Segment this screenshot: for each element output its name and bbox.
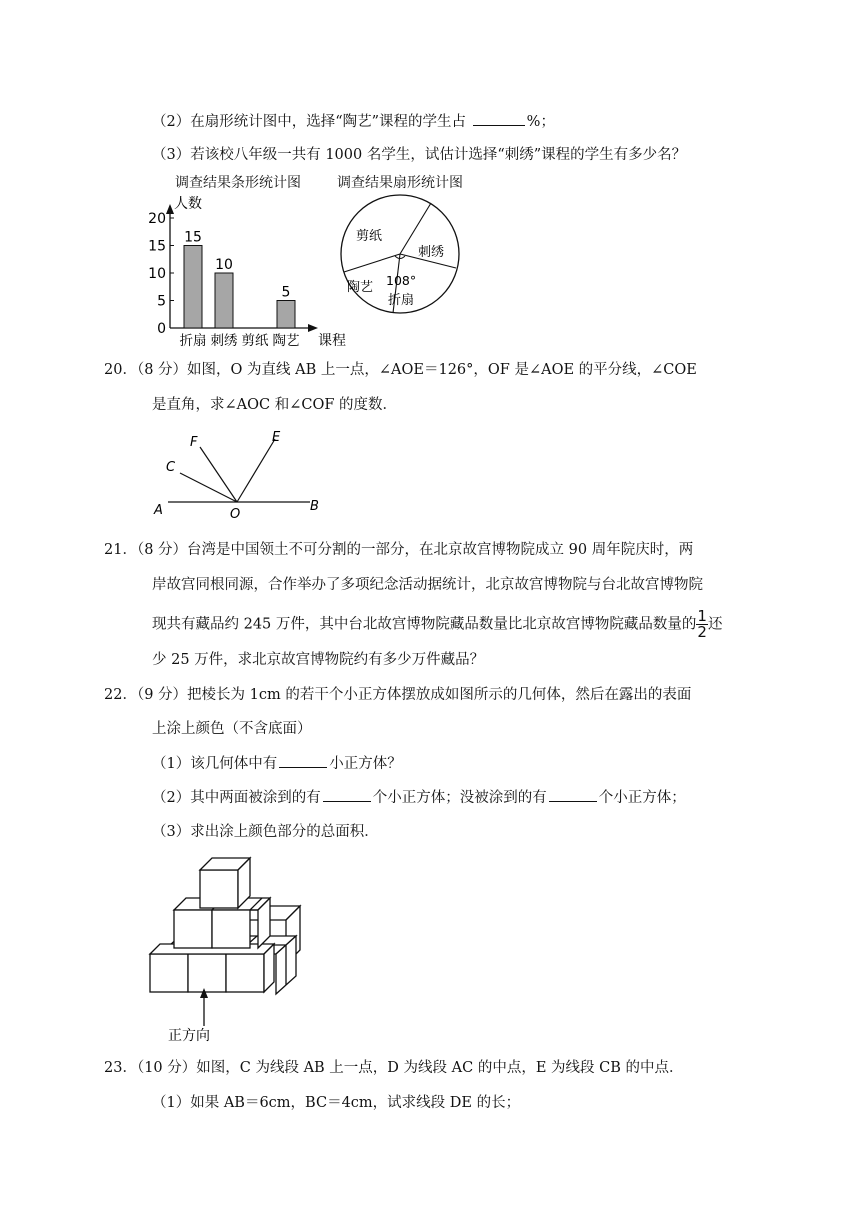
y-tick-label: 5 [157, 293, 166, 310]
q19-part2-tail: %； [526, 114, 555, 130]
y-tick-label: 10 [148, 266, 166, 282]
q21-line2: 岸故宫同根同源，合作举办了多项纪念活动据统计，北京故宫博物院与台北故宫博物院 [152, 577, 703, 593]
q19-part2 [152, 112, 555, 132]
bar [184, 246, 202, 329]
point-label-a: A [154, 503, 163, 518]
pie-label: 折扇 [388, 293, 415, 308]
q22-part3: （3）求出涂上颜色部分的总面积． [152, 824, 379, 840]
angle-figure [150, 425, 330, 521]
fraction-one-half [696, 609, 708, 640]
pie-label: 剪纸 [356, 229, 383, 244]
ray-of [200, 447, 237, 502]
q23-line1: 23．（10 分）如图，C 为线段 AB 上一点，D 为线段 AC 的中点，E 为线段 CB 的中点． [104, 1060, 684, 1076]
bar-chart-title: 调查结果条形统计图 [175, 175, 301, 191]
cube-stack [150, 858, 300, 994]
q22-part1-tail: 小正方体？ [329, 756, 402, 772]
answer-blank [473, 113, 525, 126]
q20-line1: 20．（8 分）如图，O 为直线 AB 上一点，∠AOE＝126°，OF 是∠AOE 的平分线，∠COE [104, 362, 697, 378]
answer-blank [279, 755, 327, 768]
bar-data-label: 5 [281, 284, 291, 301]
bar [215, 273, 233, 328]
fraction-denominator: 2 [697, 623, 707, 641]
bar-chart [140, 188, 346, 350]
x-axis-arrow-icon [308, 324, 318, 332]
point-label-o: O [230, 507, 241, 522]
q22-part2-tail: 个小正方体； [598, 790, 686, 806]
fraction-numerator: 1 [697, 607, 707, 625]
answer-blank [323, 789, 371, 802]
y-tick-label: 15 [148, 238, 166, 255]
q22-line1: 22．（9 分）把棱长为 1cm 的若干个小正方体摆放成如图所示的几何体，然后在露出的表面 [104, 687, 692, 703]
y-tick-label: 0 [157, 321, 166, 337]
pie-chart-title: 调查结果扇形统计图 [337, 175, 463, 191]
bar-data-label: 10 [215, 257, 233, 273]
x-axis-label: 课程 [318, 333, 346, 349]
q21-line1: 21．（8 分）台湾是中国领土不可分割的一部分，在北京故宫博物院成立 90 周年院庆时，两 [104, 542, 694, 558]
x-tick-label: 陶艺 [272, 333, 300, 349]
q21-line3 [152, 609, 722, 640]
pie-chart [338, 194, 468, 314]
x-tick-label: 折扇 [179, 333, 207, 349]
q21-line3-text: 现共有藏品约 245 万件，其中台北故宫博物院藏品数量比北京故宫博物院藏品数量的 [152, 616, 697, 633]
y-tick-label: 20 [148, 211, 166, 227]
q20-line2: 是直角，求∠AOC 和∠COF 的度数． [152, 397, 398, 413]
pie-label: 刺绣 [418, 245, 445, 260]
x-tick-label: 刺绣 [210, 333, 238, 349]
q19-part3: （3）若该校八年级一共有 1000 名学生，试估计选择“刺绣”课程的学生有多少名？ [152, 147, 687, 163]
pie-angle-label: 108° [386, 273, 417, 288]
q21-line3-tail: 还 [707, 616, 723, 633]
q22-part1 [152, 754, 402, 774]
point-label-e: E [272, 430, 281, 445]
q19-part2-text: （2）在扇形统计图中，选择“陶艺”课程的学生占 [152, 114, 467, 130]
q23-part1: （1）如果 AB＝6cm，BC＝4cm，试求线段 DE 的长； [152, 1095, 521, 1111]
q22-line2: 上涂上颜色（不含底面） [152, 721, 312, 737]
direction-label: 正方向 [168, 1028, 210, 1044]
x-tick-label: 剪纸 [241, 333, 269, 349]
bar-data-label: 15 [184, 229, 202, 246]
pie-divider [344, 254, 400, 272]
point-label-c: C [166, 460, 176, 475]
point-label-b: B [310, 499, 319, 514]
cube-stack-figure [140, 850, 310, 1046]
q21-line4: 少 25 万件，求北京故宫博物院约有多少万件藏品？ [152, 652, 485, 668]
q22-part2-mid: 个小正方体；没被涂到的有 [372, 790, 547, 806]
q22-part2-text: （2）其中两面被涂到的有 [152, 790, 321, 806]
q22-part2 [152, 788, 686, 808]
pie-label: 陶艺 [347, 280, 374, 295]
ray-oc [180, 473, 237, 502]
q22-part1-text: （1）该几何体中有 [152, 756, 278, 772]
ray-oe [237, 439, 275, 502]
y-axis-label: 人数 [174, 196, 202, 212]
y-axis-arrow-icon [166, 204, 174, 214]
bar [277, 301, 295, 329]
point-label-f: F [190, 435, 198, 450]
answer-blank [549, 789, 597, 802]
